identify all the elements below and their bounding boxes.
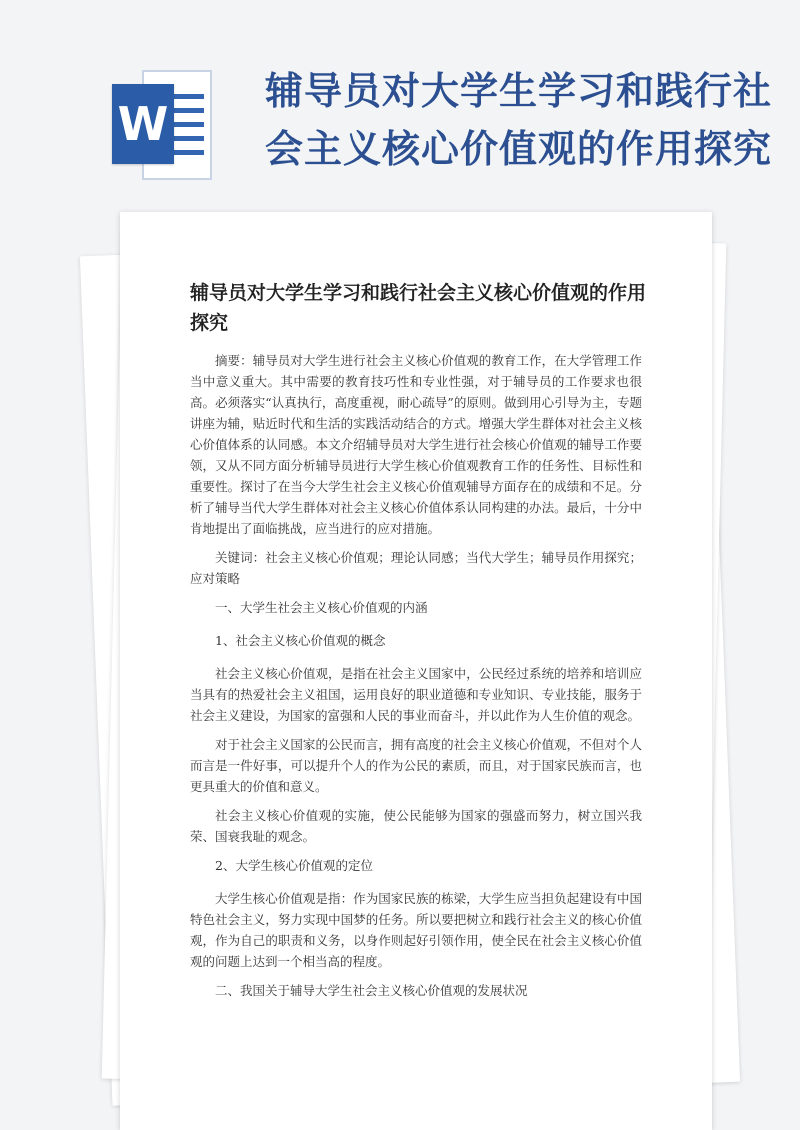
section-heading-2: 二、我国关于辅导大学生社会主义核心价值观的发展状况 — [215, 983, 528, 998]
document-body — [190, 350, 642, 1013]
banner-title: 辅导员对大学生学习和践行社会主义核心价值观的作用探究 — [265, 68, 773, 171]
banner — [0, 0, 800, 200]
body-paragraph: 社会主义核心价值观，是指在社会主义国家中，公民经过系统的培养和培训应当具有的热爱社会主义祖国，运用良好的职业道德和专业知识、专业技能，服务于社会主义建设，为国家的富强和人民的事业而奋斗，并以此作为人生价值的观念。 — [190, 666, 642, 723]
keywords-paragraph: 关键词：社会主义核心价值观；理论认同感；当代大学生；辅导员作用探究；应对策略 — [190, 550, 642, 586]
abstract-paragraph: 摘要：辅导员对大学生进行社会主义核心价值观的教育工作，在大学管理工作当中意义重大。其中需要的教育技巧性和专业性强，对于辅导员的工作要求也很高。必须落实“认真执行，高度重视，耐心疏导”的原则。做到用心引导为主，专题讲座为辅，贴近时代和生活的实践活动结合的方式。增强大学生群体对社会主义核心价值体系的认同感。本文介绍辅导员对大学生进行社会核心价值观的辅导工作要领，又从不同方面分析辅导员进行大学生核心价值观教育工作的任务性、目标性和重要性。探讨了在当今大学生社会主义核心价值观辅导方面存在的成绩和不足。分析了辅导当代大学生群体对社会主义核心价值体系认同构建的办法。最后，十分中肯地提出了面临挑战，应当进行的应对措施。 — [190, 353, 642, 536]
document-page — [120, 212, 712, 1130]
section-heading-1: 一、大学生社会主义核心价值观的内涵 — [215, 600, 428, 615]
document-title: 辅导员对大学生学习和践行社会主义核心价值观的作用探究 — [190, 282, 647, 334]
word-document-icon — [112, 70, 212, 180]
body-paragraph: 对于社会主义国家的公民而言，拥有高度的社会主义核心价值观，不但对个人而言是一件好事，可以提升个人的作为公民的素质，而且，对于国家民族而言，也更具重大的价值和意义。 — [190, 737, 642, 794]
body-paragraph: 社会主义核心价值观的实施，使公民能够为国家的强盛而努力，树立国兴我荣、国衰我耻的观念。 — [190, 808, 642, 844]
subsection-heading-2: 2、大学生核心价值观的定位 — [215, 858, 373, 873]
body-paragraph: 大学生核心价值观是指：作为国家民族的栋梁，大学生应当担负起建设有中国特色社会主义，努力实现中国梦的任务。所以要把树立和践行社会主义的核心价值观，作为自己的职责和义务，以身作则起好引领作用，使全民在社会主义核心价值观的问题上达到一个相当高的程度。 — [190, 891, 642, 969]
subsection-heading-1: 1、社会主义核心价值观的概念 — [215, 633, 386, 648]
word-badge: W — [112, 84, 174, 164]
